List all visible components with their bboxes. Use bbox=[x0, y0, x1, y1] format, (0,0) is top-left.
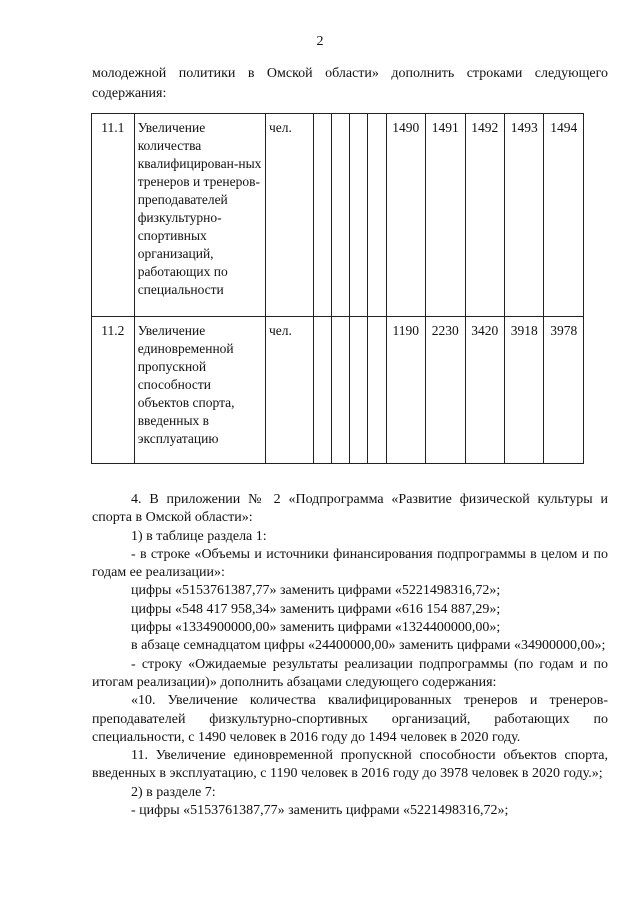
row-number: 11.1 bbox=[92, 114, 135, 317]
empty-cell bbox=[332, 317, 350, 464]
indicator-name: Увеличение количества квалифицирован-ных тренеров и тренеров-преподавателей физкультурно-спортивных организаций, работающих по специальности bbox=[134, 114, 265, 317]
unit-cell: чел. bbox=[265, 317, 313, 464]
paragraph: - в строке «Объемы и источники финансирования подпрограммы в целом и по годам ее реализации»: bbox=[92, 546, 608, 581]
paragraph: «10. Увеличение количества квалифицированных тренеров и тренеров-преподавателей физкультурно-спортивных организаций, работающих по специальности, с 1490 человек в 2016 году до 1494 человек в 2020 году. bbox=[92, 693, 608, 745]
paragraph: цифры «5153761387,77» заменить цифрами «5221498316,72»; bbox=[131, 583, 501, 599]
empty-cell bbox=[350, 114, 368, 317]
indicator-name: Увеличение единовременной пропускной способности объектов спорта, введенных в эксплуатацию bbox=[134, 317, 265, 464]
paragraph: - строку «Ожидаемые результаты реализации подпрограммы (по годам и по итогам реализации)» дополнить абзацами следующего содержания: bbox=[92, 656, 608, 690]
paragraph: 11. Увеличение единовременной пропускной способности объектов спорта, введенных в эксплуатацию, с 1190 человек в 2016 году до 3978 человек в 2020 году.»; bbox=[92, 748, 608, 782]
empty-cell bbox=[368, 114, 386, 317]
page-number: 2 bbox=[316, 34, 324, 49]
value-cell: 1490 bbox=[386, 114, 425, 317]
paragraph: 1) в таблице раздела 1: bbox=[131, 528, 267, 544]
paragraph: в абзаце семнадцатом цифры «24400000,00» заменить цифрами «34900000,00»; bbox=[131, 638, 606, 654]
paragraph: 4. В приложении № 2 «Подпрограмма «Развитие физической культуры и спорта в Омской области»: bbox=[92, 492, 608, 526]
value-cell: 1492 bbox=[465, 114, 504, 317]
empty-cell bbox=[313, 114, 331, 317]
paragraph: цифры «1334900000,00» заменить цифрами «1324400000,00»; bbox=[131, 620, 501, 636]
value-cell: 2230 bbox=[426, 317, 465, 464]
empty-cell bbox=[313, 317, 331, 464]
indicators-table bbox=[91, 113, 584, 464]
paragraph: 2) в разделе 7: bbox=[131, 784, 216, 800]
unit-cell: чел. bbox=[265, 114, 313, 317]
value-cell: 3978 bbox=[544, 317, 584, 464]
table-row bbox=[92, 114, 584, 317]
value-cell: 1190 bbox=[386, 317, 425, 464]
paragraph: цифры «548 417 958,34» заменить цифрами «616 154 887,29»; bbox=[131, 601, 501, 617]
value-cell: 3918 bbox=[504, 317, 543, 464]
empty-cell bbox=[332, 114, 350, 317]
empty-cell bbox=[368, 317, 386, 464]
paragraph: - цифры «5153761387,77» заменить цифрами «5221498316,72»; bbox=[131, 803, 509, 819]
value-cell: 1494 bbox=[544, 114, 584, 317]
value-cell: 1493 bbox=[504, 114, 543, 317]
document-body bbox=[92, 491, 608, 820]
value-cell: 3420 bbox=[465, 317, 504, 464]
empty-cell bbox=[350, 317, 368, 464]
row-number: 11.2 bbox=[92, 317, 135, 464]
value-cell: 1491 bbox=[426, 114, 465, 317]
intro-text: молодежной политики в Омской области» дополнить строками следующего содержания: bbox=[92, 66, 608, 101]
table-row bbox=[92, 317, 584, 464]
